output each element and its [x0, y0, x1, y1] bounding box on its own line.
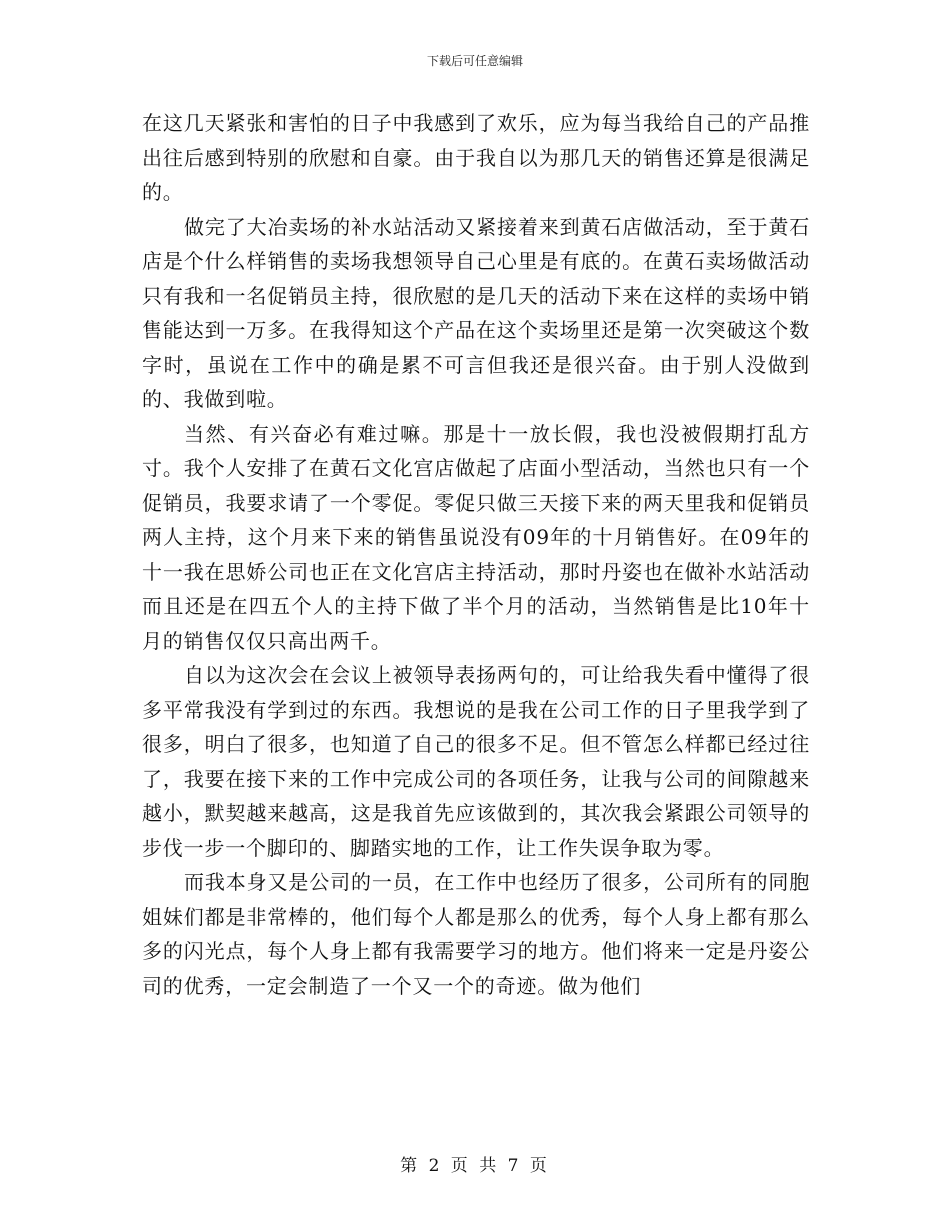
document-body: [142, 106, 810, 1003]
paragraph-5: 而我本身又是公司的一员，在工作中也经历了很多，公司所有的同胞姐妹们都是非常棒的，他们每个人都是那么的优秀，每个人身上都有那么多的闪光点，每个人身上都有我需要学习的地方。他们将来一定是丹姿公司的优秀，一定会制造了一个又一个的奇迹。做为他们: [142, 870, 810, 998]
paragraph-1: 在这几天紧张和害怕的日子中我感到了欢乐，应为每当我给自己的产品推出往后感到特别的欣慰和自豪。由于我自以为那几天的销售还算是很满足的。: [142, 111, 810, 204]
paragraph-4: 自以为这次会在会议上被领导表扬两句的，可让给我失看中懂得了很多平常我没有学到过的东西。我想说的是我在公司工作的日子里我学到了很多，明白了很多，也知道了自己的很多不足。但不管怎么样都已经过往了，我要在接下来的工作中完成公司的各项任务，让我与公司的间隙越来越小，默契越来越高，这是我首先应该做到的，其次我会紧跟公司领导的步伐一步一个脚印的、脚踏实地的工作，让工作失误争取为零。: [142, 663, 810, 860]
page-number: 第 2 页 共 7 页: [400, 1156, 550, 1176]
paragraph-2: 做完了大冶卖场的补水站活动又紧接着来到黄石店做活动，至于黄石店是个什么样销售的卖场我想领导自己心里是有底的。在黄石卖场做活动只有我和一名促销员主持，很欣慰的是几天的活动下来在这样的卖场中销售能达到一万多。在我得知这个产品在这个卖场里还是第一次突破这个数字时，虽说在工作中的确是累不可言但我还是很兴奋。由于别人没做到的、我做到啦。: [142, 214, 810, 411]
paragraph-3: 当然、有兴奋必有难过嘛。那是十一放长假，我也没被假期打乱方寸。我个人安排了在黄石文化宫店做起了店面小型活动，当然也只有一个促销员，我要求请了一个零促。零促只做三天接下来的两天里我和促销员两人主持，这个月来下来的销售虽说没有09年的十月销售好。在09年的十一我在思娇公司也正在文化宫店主持活动，那时丹姿也在做补水站活动而且还是在四五个人的主持下做了半个月的活动，当然销售是比10年十月的销售仅仅只高出两千。: [142, 421, 810, 653]
page-header: 下载后可任意编辑: [426, 54, 523, 68]
